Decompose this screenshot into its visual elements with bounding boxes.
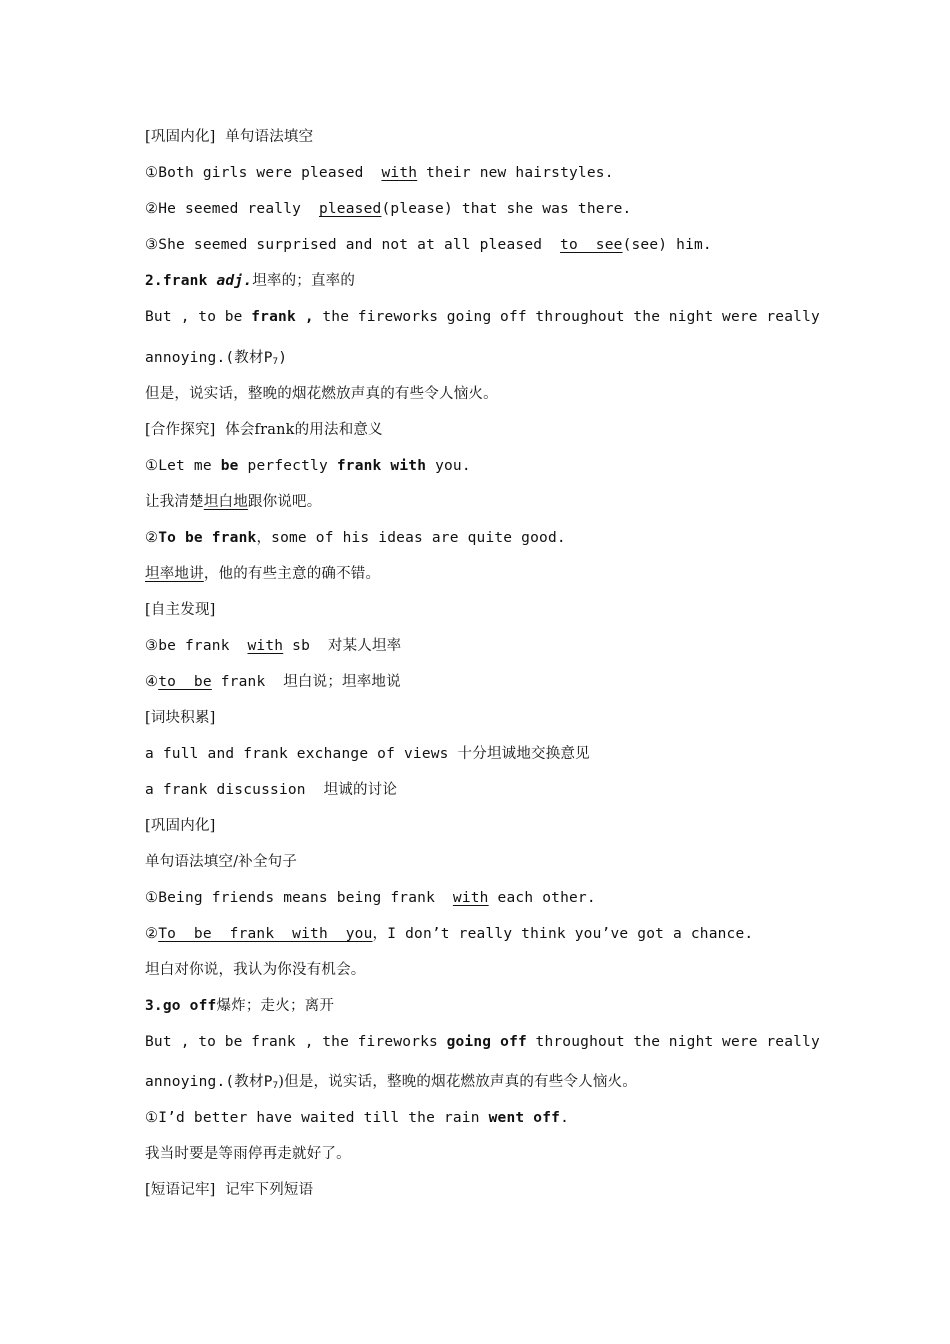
consolidate-item-2-translation: 坦白对你说，我认为你没有机会。 xyxy=(145,962,366,978)
chunk-item-1: a full and frank exchange of views 十分坦诚地交换意见 xyxy=(145,746,590,762)
phrase-header: [短语记牢] 记牢下列短语 xyxy=(145,1182,314,1198)
go-off-example-line1: But , to be frank , the fireworks going off throughout the night were really xyxy=(145,1034,820,1050)
go-off-example-line2: annoying.(教材$P_7$)但是，说实话，整晚的烟花燃放声真的有些令人恼火。 xyxy=(145,1074,637,1091)
go-off-example-1-translation: 我当时要是等雨停再走就好了。 xyxy=(145,1146,351,1162)
consolidate-item-1: ①Being friends means being frank with each other. xyxy=(145,890,596,906)
explore-example-1: ①Let me be perfectly frank with you. xyxy=(145,458,471,474)
consolidate-subheader: 单句语法填空/补全句子 xyxy=(145,854,298,870)
practice-header: [巩固内化] 单句语法填空 xyxy=(145,129,314,145)
chunk-item-2: a frank discussion 坦诚的讨论 xyxy=(145,782,398,798)
exercise-item-2: ②He seemed really pleased(please) that she was there. xyxy=(145,201,632,217)
answer-blank: to see xyxy=(560,237,623,253)
answer-blank: with xyxy=(381,165,418,181)
textbook-example-line2: annoying.(教材$P_7$) xyxy=(145,350,288,367)
go-off-example-1: ①I’d better have waited till the rain went off. xyxy=(145,1110,569,1126)
part-of-speech: adj. xyxy=(216,273,253,289)
discover-item-4: ④to be frank 坦白说；坦率地说 xyxy=(145,674,401,690)
explore-header: [合作探究] 体会frank的用法和意义 xyxy=(145,422,383,438)
discover-header: [自主发现] xyxy=(145,602,216,618)
discover-item-3: ③be frank with sb 对某人坦率 xyxy=(145,638,402,654)
exercise-item-3: ③She seemed surprised and not at all pleased to see(see) him. xyxy=(145,237,712,253)
explore-example-2: ②To be frank，some of his ideas are quite good. xyxy=(145,530,566,546)
answer-blank: pleased xyxy=(318,201,382,217)
example-translation: 但是，说实话，整晚的烟花燃放声真的有些令人恼火。 xyxy=(145,386,498,402)
consolidate-item-2: ②To be frank with you，I don’t really think you’ve got a chance. xyxy=(145,926,754,942)
entry-heading-frank: 2.frank adj.坦率的；直率的 xyxy=(145,273,356,289)
consolidate-header: [巩固内化] xyxy=(145,818,216,834)
entry-heading-go-off: 3.go off爆炸；走火；离开 xyxy=(145,998,335,1014)
explore-example-1-translation: 让我清楚坦白地跟你说吧。 xyxy=(145,494,322,510)
chunk-header: [词块积累] xyxy=(145,710,216,726)
exercise-item-1: ①Both girls were pleased with their new hairstyles. xyxy=(145,165,614,181)
textbook-example-line1: But , to be frank , the fireworks going off throughout the night were really xyxy=(145,309,820,325)
explore-example-2-translation: 坦率地讲，他的有些主意的确不错。 xyxy=(145,566,381,582)
